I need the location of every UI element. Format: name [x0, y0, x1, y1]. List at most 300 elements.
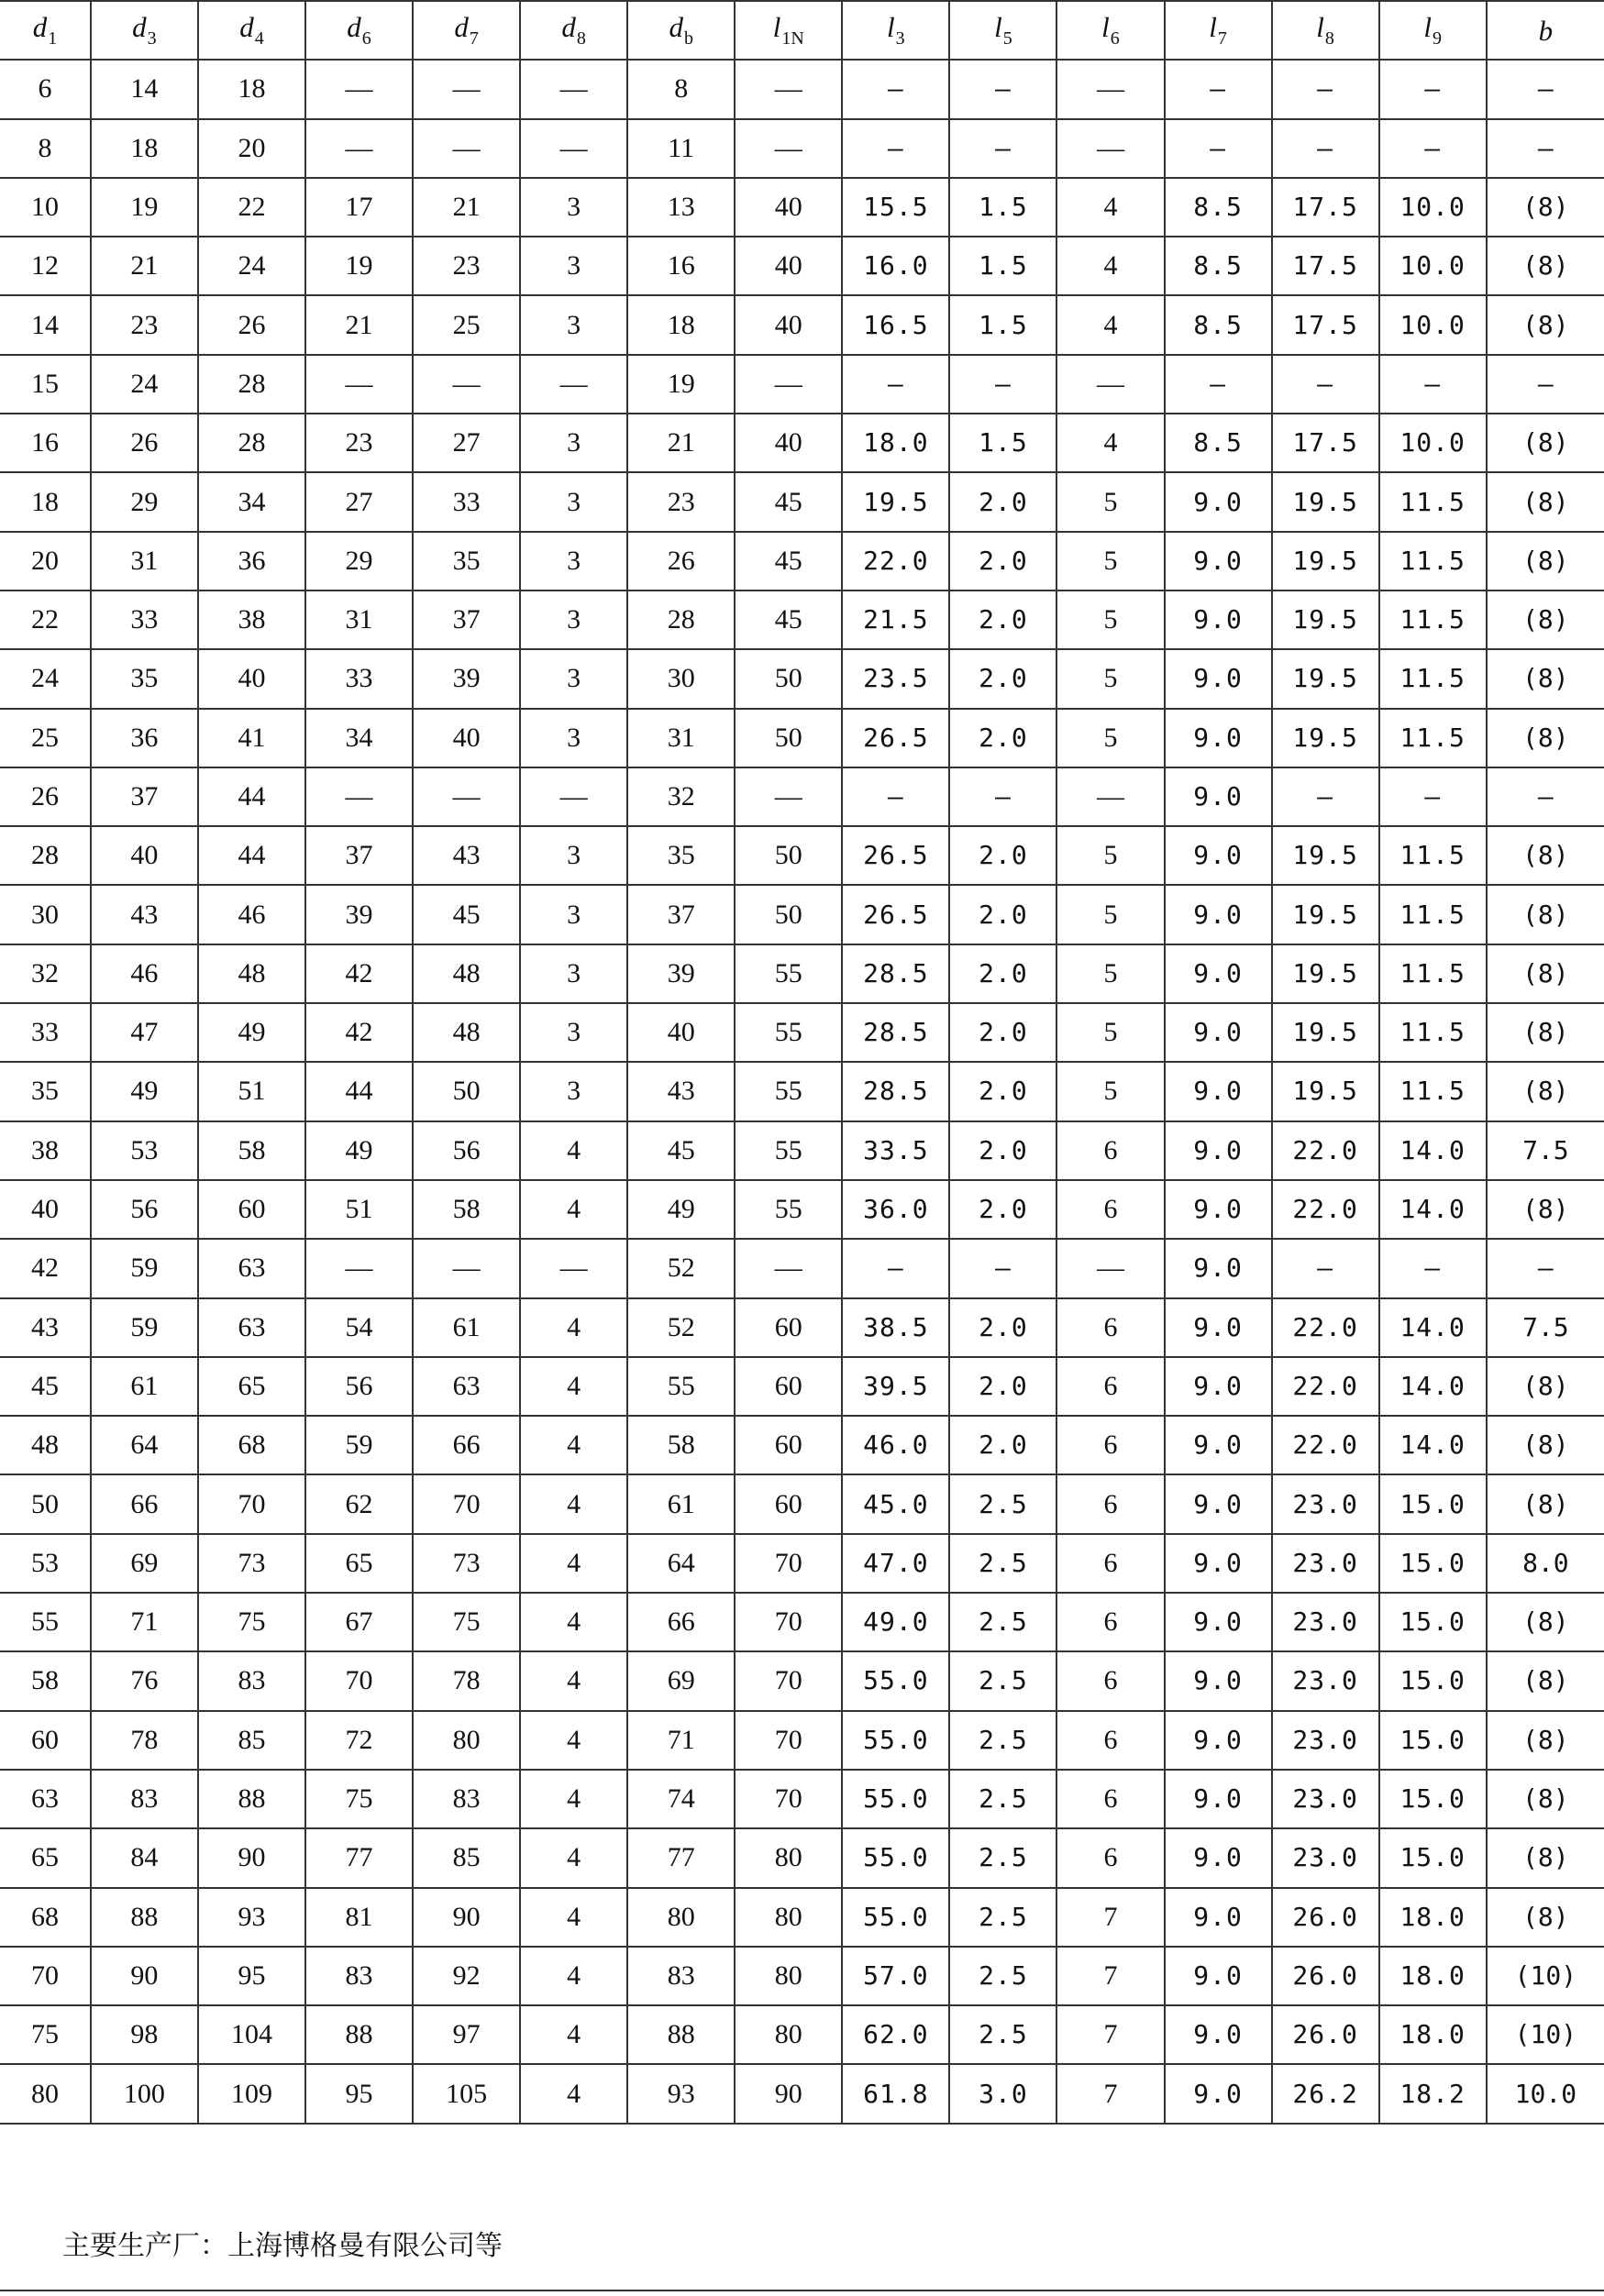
table-cell: 55 [735, 944, 842, 1003]
table-cell: 26 [91, 414, 198, 472]
table-row [0, 1239, 1604, 1297]
table-cell: 77 [305, 1828, 413, 1887]
table-cell: (8) [1487, 1062, 1604, 1120]
table-cell: 90 [735, 2064, 842, 2123]
table-cell: 19.5 [1272, 709, 1379, 767]
table-cell: (8) [1487, 944, 1604, 1003]
table-cell: — [842, 1239, 949, 1297]
table-cell: 63 [0, 1770, 91, 1828]
table-cell: 11.5 [1379, 1003, 1487, 1062]
table-cell: — [1056, 1239, 1164, 1297]
table-cell: 19.5 [1272, 826, 1379, 885]
column-header-symbol: l [1101, 11, 1110, 44]
column-header-symbol: l [994, 11, 1002, 44]
column-header-subscript: 7 [469, 28, 479, 50]
table-cell: 9.0 [1165, 709, 1272, 767]
table-cell: 65 [198, 1357, 305, 1416]
table-cell: 55.0 [842, 1770, 949, 1828]
table-row [0, 60, 1604, 118]
table-cell: 11.5 [1379, 532, 1487, 591]
table-cell: 28 [627, 591, 735, 649]
table-cell: 23 [91, 295, 198, 354]
table-row [0, 1770, 1604, 1828]
table-cell: 3 [520, 591, 627, 649]
table-row [0, 1121, 1604, 1180]
table-cell: 59 [305, 1416, 413, 1474]
table-cell: (8) [1487, 1888, 1604, 1947]
column-header [1272, 1, 1379, 60]
table-row [0, 826, 1604, 885]
table-cell: 100 [91, 2064, 198, 2123]
table-cell: 4 [520, 1416, 627, 1474]
table-cell: 17.5 [1272, 237, 1379, 295]
table-cell: 8.5 [1165, 237, 1272, 295]
table-cell: 11.5 [1379, 1062, 1487, 1120]
table-cell: 9.0 [1165, 1180, 1272, 1239]
column-header-subscript: 6 [1110, 28, 1120, 50]
table-cell: 26.0 [1272, 1888, 1379, 1947]
table-cell: 60 [0, 1711, 91, 1770]
table-cell: 4 [520, 1947, 627, 2005]
table-cell: 43 [0, 1298, 91, 1357]
table-cell: 8 [0, 119, 91, 178]
table-cell: (8) [1487, 885, 1604, 944]
table-cell: 57.0 [842, 1947, 949, 2005]
column-header-symbol: d [132, 11, 147, 44]
table-cell: 56 [413, 1121, 520, 1180]
table-cell: — [520, 119, 627, 178]
table-cell: 22 [0, 591, 91, 649]
table-cell: 83 [198, 1651, 305, 1710]
table-cell: 40 [413, 709, 520, 767]
table-cell: 24 [198, 237, 305, 295]
table-row [0, 1474, 1604, 1533]
table-cell: 43 [91, 885, 198, 944]
column-header [198, 1, 305, 60]
table-cell: 59 [91, 1298, 198, 1357]
column-header-symbol: d [669, 11, 683, 44]
table-row [0, 178, 1604, 237]
table-cell: — [520, 60, 627, 118]
table-cell: 15 [0, 355, 91, 414]
table-cell: 18.0 [842, 414, 949, 472]
table-cell: 35 [0, 1062, 91, 1120]
table-cell: 88 [627, 2005, 735, 2064]
table-cell: 55 [627, 1357, 735, 1416]
table-cell: 9.0 [1165, 1770, 1272, 1828]
table-cell: 28 [0, 826, 91, 885]
table-cell: 56 [305, 1357, 413, 1416]
table-row [0, 1711, 1604, 1770]
table-cell: 11.5 [1379, 591, 1487, 649]
table-cell: 45 [735, 532, 842, 591]
table-row [0, 1593, 1604, 1651]
table-cell: 58 [413, 1180, 520, 1239]
table-cell: 84 [91, 1828, 198, 1887]
table-cell: 65 [305, 1534, 413, 1593]
table-cell: (8) [1487, 1180, 1604, 1239]
table-cell: 12 [0, 237, 91, 295]
table-cell: 80 [627, 1888, 735, 1947]
table-cell: 2.0 [949, 709, 1056, 767]
table-row [0, 2064, 1604, 2123]
table-cell: 10.0 [1379, 295, 1487, 354]
table-cell: 23 [305, 414, 413, 472]
table-cell: 45 [413, 885, 520, 944]
column-header-symbol: d [561, 11, 576, 44]
table-cell: 19.5 [1272, 532, 1379, 591]
table-cell: (8) [1487, 591, 1604, 649]
table-cell: 26 [0, 767, 91, 826]
table-cell: 8.5 [1165, 414, 1272, 472]
table-cell: 95 [305, 2064, 413, 2123]
table-cell: 2.5 [949, 1711, 1056, 1770]
column-header-symbol: l [1316, 11, 1324, 44]
table-cell: 83 [413, 1770, 520, 1828]
table-cell: (8) [1487, 414, 1604, 472]
table-cell: (8) [1487, 1474, 1604, 1533]
table-cell: 28.5 [842, 944, 949, 1003]
table-cell: 33 [305, 649, 413, 708]
table-cell: 26.5 [842, 826, 949, 885]
table-row [0, 1828, 1604, 1887]
table-cell: 74 [627, 1770, 735, 1828]
column-header-subscript: 5 [1002, 28, 1012, 50]
table-cell: 18.0 [1379, 1888, 1487, 1947]
table-cell: 33.5 [842, 1121, 949, 1180]
table-cell: 60 [735, 1474, 842, 1533]
table-cell: 18.2 [1379, 2064, 1487, 2123]
table-cell: 30 [0, 885, 91, 944]
table-cell: 6 [1056, 1711, 1164, 1770]
column-header-symbol: d [32, 11, 48, 44]
table-cell: 62 [305, 1474, 413, 1533]
table-cell: 2.0 [949, 591, 1056, 649]
table-cell: 34 [305, 709, 413, 767]
table-cell: 21 [91, 237, 198, 295]
table-cell: 2.0 [949, 1180, 1056, 1239]
table-cell: (10) [1487, 2005, 1604, 2064]
table-cell: 26.2 [1272, 2064, 1379, 2123]
column-header [91, 1, 198, 60]
table-cell: — [1056, 355, 1164, 414]
table-cell: 52 [627, 1298, 735, 1357]
table-cell: — [949, 355, 1056, 414]
table-cell: 55.0 [842, 1651, 949, 1710]
table-cell: 60 [735, 1416, 842, 1474]
table-cell: 2.0 [949, 1416, 1056, 1474]
table-cell: 45 [0, 1357, 91, 1416]
table-row [0, 591, 1604, 649]
table-row [0, 295, 1604, 354]
table-cell: 42 [305, 1003, 413, 1062]
column-header-symbol: d [239, 11, 254, 44]
table-cell: 66 [413, 1416, 520, 1474]
table-cell: — [520, 1239, 627, 1297]
table-cell: 3 [520, 414, 627, 472]
table-cell: 36 [91, 709, 198, 767]
table-cell: 70 [0, 1947, 91, 2005]
table-cell: 18 [627, 295, 735, 354]
table-cell: 3 [520, 1003, 627, 1062]
table-cell: — [1165, 355, 1272, 414]
table-cell: 78 [91, 1711, 198, 1770]
table-row [0, 1357, 1604, 1416]
table-cell: 9.0 [1165, 1888, 1272, 1947]
table-cell: (8) [1487, 1357, 1604, 1416]
table-cell: 5 [1056, 1062, 1164, 1120]
table-cell: 25 [413, 295, 520, 354]
table-cell: 45 [735, 472, 842, 531]
table-cell: 15.0 [1379, 1651, 1487, 1710]
table-row [0, 709, 1604, 767]
table-cell: 19.5 [1272, 591, 1379, 649]
table-cell: 26.5 [842, 885, 949, 944]
table-cell: 2.0 [949, 1357, 1056, 1416]
table-cell: 44 [198, 767, 305, 826]
table-row [0, 472, 1604, 531]
column-header-subscript: 3 [895, 28, 905, 50]
table-cell: 61 [91, 1357, 198, 1416]
table-cell: 9.0 [1165, 1593, 1272, 1651]
table-cell: 23.5 [842, 649, 949, 708]
table-cell: (8) [1487, 826, 1604, 885]
column-header [735, 1, 842, 60]
table-cell: 70 [198, 1474, 305, 1533]
table-cell: 55.0 [842, 1828, 949, 1887]
table-cell: 23.0 [1272, 1593, 1379, 1651]
table-cell: 9.0 [1165, 1711, 1272, 1770]
table-cell: 3 [520, 944, 627, 1003]
table-cell: (8) [1487, 1416, 1604, 1474]
table-cell: 42 [305, 944, 413, 1003]
table-cell: 35 [413, 532, 520, 591]
table-cell: 6 [0, 60, 91, 118]
table-cell: (8) [1487, 1770, 1604, 1828]
column-header-symbol: l [1423, 11, 1432, 44]
table-cell: 11.5 [1379, 944, 1487, 1003]
table-cell: 9.0 [1165, 1003, 1272, 1062]
table-cell: 25 [0, 709, 91, 767]
table-cell: 4 [520, 1534, 627, 1593]
table-cell: (8) [1487, 649, 1604, 708]
table-cell: (8) [1487, 1711, 1604, 1770]
table-cell: 44 [305, 1062, 413, 1120]
table-cell: — [1379, 767, 1487, 826]
bottom-rule [0, 2290, 1604, 2291]
table-cell: 26 [627, 532, 735, 591]
table-cell: 36.0 [842, 1180, 949, 1239]
table-cell: 61 [413, 1298, 520, 1357]
table-cell: 4 [520, 2005, 627, 2064]
table-cell: 75 [198, 1593, 305, 1651]
table-cell: (8) [1487, 709, 1604, 767]
table-cell: 9.0 [1165, 1357, 1272, 1416]
table-cell: 23.0 [1272, 1651, 1379, 1710]
table-cell: 14 [91, 60, 198, 118]
table-cell: — [735, 60, 842, 118]
table-cell: 14.0 [1379, 1416, 1487, 1474]
table-cell: 24 [0, 649, 91, 708]
table-cell: 3 [520, 178, 627, 237]
table-cell: — [949, 119, 1056, 178]
table-cell: 41 [198, 709, 305, 767]
table-cell: 95 [198, 1947, 305, 2005]
table-cell: 4 [520, 1651, 627, 1710]
table-cell: — [949, 1239, 1056, 1297]
table-cell: 56 [91, 1180, 198, 1239]
table-cell: 13 [627, 178, 735, 237]
table-cell: 109 [198, 2064, 305, 2123]
table-cell: 6 [1056, 1770, 1164, 1828]
table-cell: 1.5 [949, 237, 1056, 295]
table-cell: 38 [0, 1121, 91, 1180]
column-header [1165, 1, 1272, 60]
table-cell: 23 [627, 472, 735, 531]
table-cell: — [520, 355, 627, 414]
table-cell: 9.0 [1165, 1947, 1272, 2005]
table-cell: 6 [1056, 1474, 1164, 1533]
table-cell: 22.0 [1272, 1121, 1379, 1180]
table-cell: 80 [735, 1888, 842, 1947]
table-cell: 4 [1056, 414, 1164, 472]
table-cell: 6 [1056, 1828, 1164, 1887]
table-cell: 31 [91, 532, 198, 591]
table-cell: 4 [520, 1357, 627, 1416]
table-cell: 75 [413, 1593, 520, 1651]
table-cell: 93 [198, 1888, 305, 1947]
table-cell: 2.0 [949, 826, 1056, 885]
table-cell: 6 [1056, 1416, 1164, 1474]
table-cell: 50 [413, 1062, 520, 1120]
table-cell: 4 [520, 1180, 627, 1239]
table-cell: 28 [198, 355, 305, 414]
table-cell: — [842, 355, 949, 414]
column-header-subscript: 1N [781, 28, 804, 50]
column-header [1379, 1, 1487, 60]
table-cell: (8) [1487, 532, 1604, 591]
table-cell: 2.0 [949, 649, 1056, 708]
table-cell: 40 [735, 414, 842, 472]
column-header [627, 1, 735, 60]
table-cell: 2.0 [949, 472, 1056, 531]
table-cell: 71 [91, 1593, 198, 1651]
table-cell: 14.0 [1379, 1298, 1487, 1357]
table-cell: 19.5 [1272, 1003, 1379, 1062]
table-cell: 11.5 [1379, 472, 1487, 531]
table-cell: 5 [1056, 885, 1164, 944]
table-cell: 51 [305, 1180, 413, 1239]
table-cell: 5 [1056, 649, 1164, 708]
table-cell: 27 [413, 414, 520, 472]
table-cell: 2.0 [949, 1003, 1056, 1062]
table-cell: 43 [413, 826, 520, 885]
table-row [0, 119, 1604, 178]
table-cell: 15.0 [1379, 1770, 1487, 1828]
column-header-subscript: 7 [1217, 28, 1227, 50]
table-cell: 50 [0, 1474, 91, 1533]
table-cell: 24 [91, 355, 198, 414]
table-cell: 50 [735, 649, 842, 708]
table-cell: 18 [0, 472, 91, 531]
table-row [0, 649, 1604, 708]
table-cell: 75 [305, 1770, 413, 1828]
table-cell: 5 [1056, 1003, 1164, 1062]
column-header-subscript: 9 [1432, 28, 1442, 50]
table-cell: 18 [198, 60, 305, 118]
table-cell: 2.5 [949, 1947, 1056, 2005]
table-cell: 43 [627, 1062, 735, 1120]
table-cell: 29 [305, 532, 413, 591]
table-cell: 10.0 [1487, 2064, 1604, 2123]
table-cell: 55 [735, 1062, 842, 1120]
table-cell: 7.5 [1487, 1121, 1604, 1180]
table-cell: 31 [627, 709, 735, 767]
table-cell: 2.5 [949, 1593, 1056, 1651]
column-header [0, 1, 91, 60]
table-cell: 36 [198, 532, 305, 591]
table-cell: 3 [520, 237, 627, 295]
table-cell: 9.0 [1165, 1121, 1272, 1180]
table-cell: 4 [1056, 237, 1164, 295]
table-cell: — [305, 767, 413, 826]
table-cell: — [1272, 119, 1379, 178]
table-cell: — [949, 60, 1056, 118]
table-cell: 22 [198, 178, 305, 237]
table-cell: 97 [413, 2005, 520, 2064]
table-cell: 2.0 [949, 532, 1056, 591]
table-cell: 53 [91, 1121, 198, 1180]
table-cell: 8.0 [1487, 1534, 1604, 1593]
table-cell: 3 [520, 295, 627, 354]
table-cell: 19.5 [1272, 1062, 1379, 1120]
table-cell: 22.0 [1272, 1416, 1379, 1474]
table-row [0, 1651, 1604, 1710]
table-cell: 28 [198, 414, 305, 472]
table-cell: 40 [91, 826, 198, 885]
table-cell: 19.5 [1272, 472, 1379, 531]
table-cell: 60 [735, 1298, 842, 1357]
table-cell: 54 [305, 1298, 413, 1357]
table-cell: 9.0 [1165, 591, 1272, 649]
table-cell: 67 [305, 1593, 413, 1651]
table-cell: 10.0 [1379, 414, 1487, 472]
table-cell: 66 [627, 1593, 735, 1651]
table-cell: 80 [735, 2005, 842, 2064]
table-cell: 19.5 [1272, 885, 1379, 944]
table-cell: 2.0 [949, 944, 1056, 1003]
table-cell: 19 [627, 355, 735, 414]
table-cell: 49 [198, 1003, 305, 1062]
table-cell: 80 [735, 1828, 842, 1887]
table-cell: 48 [413, 1003, 520, 1062]
table-cell: 40 [0, 1180, 91, 1239]
table-cell: 11.5 [1379, 826, 1487, 885]
table-cell: 14.0 [1379, 1357, 1487, 1416]
column-header [305, 1, 413, 60]
table-cell: (10) [1487, 1947, 1604, 2005]
column-header-symbol: d [454, 11, 469, 44]
table-cell: 55 [0, 1593, 91, 1651]
table-row [0, 1003, 1604, 1062]
table-cell: 68 [198, 1416, 305, 1474]
table-cell: — [1379, 119, 1487, 178]
table-cell: 70 [413, 1474, 520, 1533]
table-cell: 45 [627, 1121, 735, 1180]
table-cell: 58 [198, 1121, 305, 1180]
table-cell: (8) [1487, 178, 1604, 237]
table-cell: 32 [0, 944, 91, 1003]
